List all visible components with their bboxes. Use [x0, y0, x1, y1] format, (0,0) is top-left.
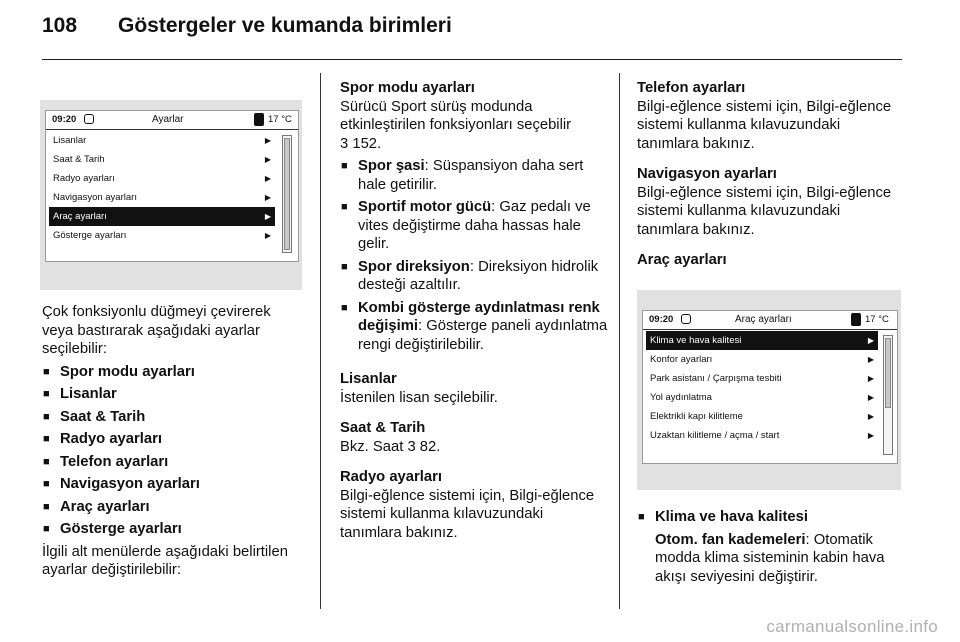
section-heading-arac: Araç ayarları	[637, 252, 727, 268]
screen-time: 09:20	[649, 314, 674, 325]
chevron-right-icon: ▶	[867, 336, 874, 345]
column-3	[637, 79, 902, 270]
bullet-item: ■ Telefon ayarları	[42, 453, 304, 472]
radyo-text: Bilgi-eğlence sistemi için, Bilgi-eğlence sistemi kullanma kılavuzundaki tanımlara bakınız.	[340, 487, 595, 541]
screen-status-bar	[46, 111, 298, 130]
section-heading-navigasyon: Navigasyon ayarları	[637, 166, 777, 182]
lisanlar-text: İstenilen lisan seçilebilir.	[340, 389, 498, 406]
watermark: carmanualsonline.info	[766, 617, 938, 636]
chevron-right-icon: ▶	[264, 193, 271, 202]
screen-temperature: 17 °C	[865, 314, 889, 325]
page-title: Göstergeler ve kumanda birimleri	[118, 14, 452, 37]
section-heading-telefon: Telefon ayarları	[637, 80, 746, 96]
menu-item[interactable]: Konfor ayarları ▶	[646, 350, 878, 369]
chevron-right-icon: ▶	[264, 136, 271, 145]
menu-item[interactable]: Lisanlar ▶	[49, 131, 275, 150]
screen-status-bar	[643, 311, 897, 330]
page-header	[42, 14, 452, 38]
bullet-item: ■ Gösterge ayarları	[42, 520, 304, 539]
chevron-right-icon: ▶	[264, 174, 271, 183]
chevron-right-icon: ▶	[264, 155, 271, 164]
fan-description: Otom. fan kademeleri: Otomatik modda klima sisteminin kabin hava akışı seviyesini değiştirir.	[655, 531, 885, 585]
intro-text: Çok fonksiyonlu düğmeyi çevirerek veya bastırarak aşağıdaki ayarlar seçilebilir:	[42, 304, 271, 357]
chevron-right-icon: ▶	[867, 355, 874, 364]
clock-icon	[681, 314, 691, 324]
menu-item[interactable]: Saat & Tarih ▶	[49, 150, 275, 169]
scrollbar-thumb[interactable]	[284, 138, 290, 250]
chevron-right-icon: ▶	[867, 412, 874, 421]
navigasyon-text: Bilgi-eğlence sistemi için, Bilgi-eğlence sistemi kullanma kılavuzundaki tanımlara bakınız.	[637, 184, 892, 238]
bullet-item: ■ Sportif motor gücü: Gaz pedalı ve vites değiştirme daha hassas hale gelir.	[340, 198, 608, 254]
bullet-item: ■ Navigasyon ayarları	[42, 475, 304, 494]
telefon-text: Bilgi-eğlence sistemi için, Bilgi-eğlence sistemi kullanma kılavuzundaki tanımlara bakınız.	[637, 98, 892, 152]
menu-item[interactable]: Park asistanı / Çarpışma tesbiti ▶	[646, 369, 878, 388]
settings-screen-image	[40, 100, 302, 290]
chevron-right-icon: ▶	[264, 231, 271, 240]
menu-item-selected[interactable]: Klima ve hava kalitesi ▶	[646, 331, 878, 350]
spor-page-ref: 3 152.	[340, 135, 382, 152]
outro-text: İlgili alt menülerde aşağıdaki belirtilen ayarlar değiştirilebilir:	[42, 543, 288, 578]
bullet-item: ■ Radyo ayarları	[42, 430, 304, 449]
menu-item[interactable]: Radyo ayarları ▶	[49, 169, 275, 188]
clock-icon	[84, 114, 94, 124]
menu-item[interactable]: Elektrikli kapı kilitleme ▶	[646, 407, 878, 426]
chevron-right-icon: ▶	[867, 374, 874, 383]
menu-item[interactable]: Uzaktan kilitleme / açma / start ▶	[646, 426, 878, 445]
menu-item[interactable]: Yol aydınlatma ▶	[646, 388, 878, 407]
column-2	[340, 79, 608, 542]
scrollbar-thumb[interactable]	[885, 338, 891, 408]
page-number: 108	[42, 14, 78, 37]
column-3-lower	[637, 504, 902, 586]
spor-description: Sürücü Sport sürüş modunda etkinleştirilen fonksiyonları seçebilir	[340, 98, 572, 133]
section-heading-lisanlar: Lisanlar	[340, 371, 397, 387]
header-rule	[42, 59, 902, 60]
bullet-item: ■ Spor modu ayarları	[42, 363, 304, 382]
menu-item[interactable]: Gösterge ayarları ▶	[49, 226, 275, 245]
settings-screen	[45, 110, 299, 262]
screen-title: Araç ayarları	[735, 314, 792, 325]
screen-temperature: 17 °C	[268, 114, 292, 125]
phone-icon	[851, 313, 861, 326]
screen-menu-list	[646, 331, 878, 445]
menu-item-selected[interactable]: Araç ayarları ▶	[49, 207, 275, 226]
screen-menu-list	[49, 131, 275, 245]
screen-title: Ayarlar	[152, 114, 184, 125]
bullet-item: ■ Lisanlar	[42, 385, 304, 404]
bullet-item: ■ Klima ve hava kalitesi	[637, 508, 902, 527]
menu-item[interactable]: Navigasyon ayarları ▶	[49, 188, 275, 207]
bullet-item: ■ Kombi gösterge aydınlatması renk değişimi: Gösterge paneli aydınlatma rengi değiştirilebilir.	[340, 299, 608, 355]
chevron-right-icon: ▶	[867, 393, 874, 402]
saat-text: Bkz. Saat 3 82.	[340, 438, 441, 455]
column-divider-1	[320, 73, 321, 609]
section-heading-spor: Spor modu ayarları	[340, 80, 475, 96]
bullet-item: ■ Araç ayarları	[42, 498, 304, 517]
vehicle-settings-screen-image	[637, 290, 901, 490]
screen-scrollbar[interactable]	[883, 335, 893, 455]
phone-icon	[254, 113, 264, 126]
vehicle-settings-screen	[642, 310, 898, 464]
screen-time: 09:20	[52, 114, 77, 125]
section-heading-saat: Saat & Tarih	[340, 420, 426, 436]
chevron-right-icon: ▶	[867, 431, 874, 440]
bullet-item: ■ Saat & Tarih	[42, 408, 304, 427]
screen-scrollbar[interactable]	[282, 135, 292, 253]
bullet-item: ■ Spor şasi: Süspansiyon daha sert hale getirilir.	[340, 157, 608, 194]
section-heading-radyo: Radyo ayarları	[340, 469, 442, 485]
bullet-item: ■ Spor direksiyon: Direksiyon hidrolik desteği azaltılır.	[340, 258, 608, 295]
chevron-right-icon: ▶	[264, 212, 271, 221]
column-1	[42, 303, 304, 580]
column-divider-2	[619, 73, 620, 609]
